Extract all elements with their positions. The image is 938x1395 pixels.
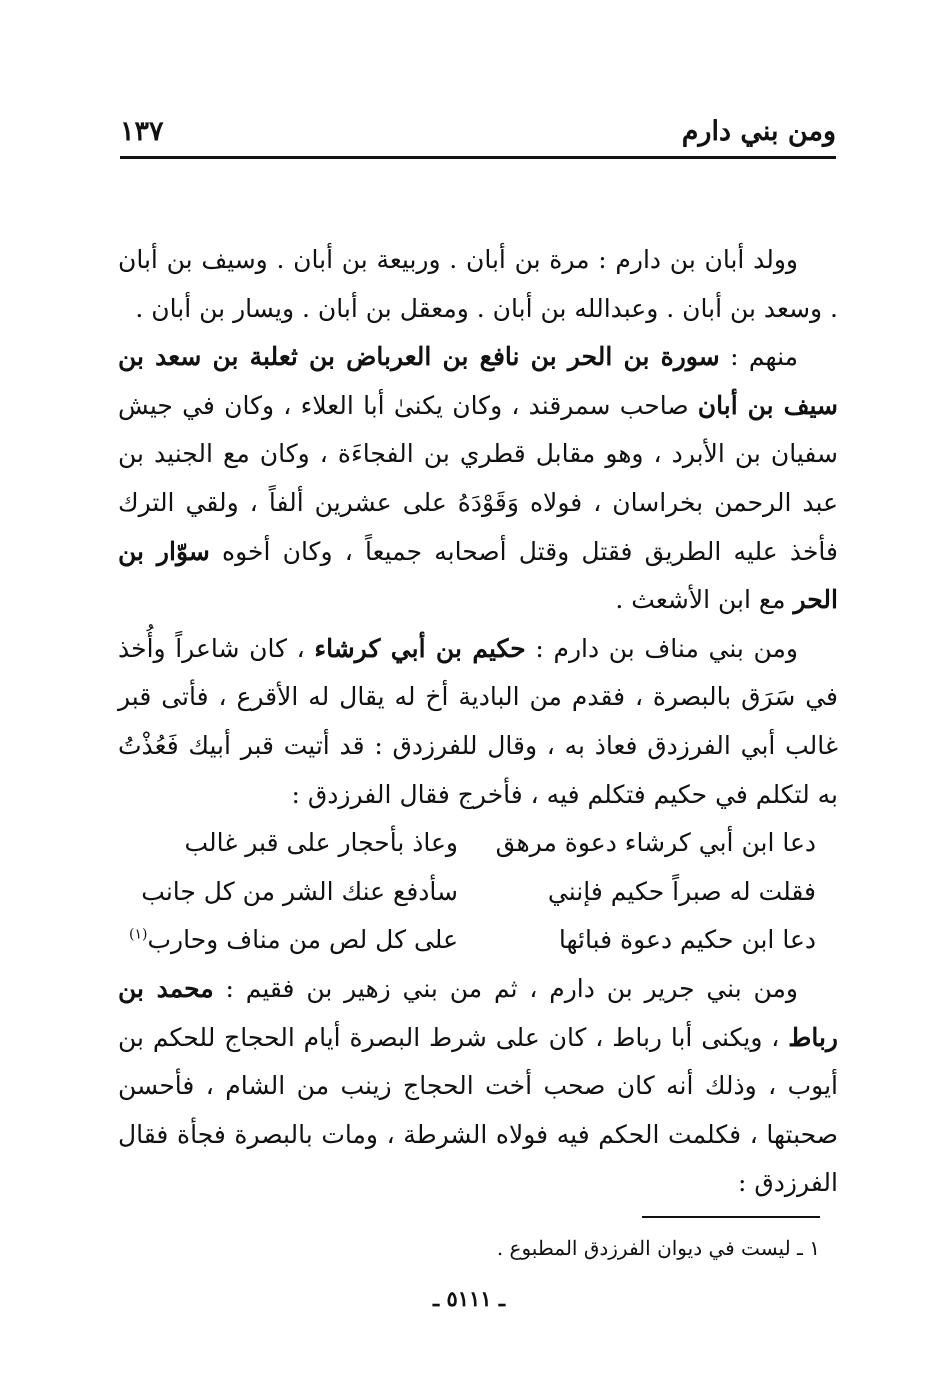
person-name-bold: محمد بن رباط — [118, 973, 838, 1052]
poem-verse — [118, 916, 838, 965]
paragraph-muhammad-ibn-ribat — [118, 965, 838, 1208]
text-segment: ومن بني مناف بن دارم : — [525, 633, 798, 663]
running-head — [120, 112, 836, 156]
text-segment: ، ويكنى أبا رباط ، كان على شرط البصرة أيام الحجاج للحكم بن أيوب ، وذلك أنه كان صحب أخت الحجاج زينب من الشام ، فأحسن صحبتها ، فكلمت الحكم فيه فولاه الشرطة ، ومات بالبصرة فجأة فقال الفرزدق : — [118, 1022, 838, 1198]
text-segment: منهم : — [719, 342, 799, 372]
poem-first-hemistich: دعا ابن أبي كرشاء دعوة مرهق — [495, 828, 816, 858]
paragraph-hakim — [118, 625, 838, 819]
hemistich-text: على كل لص من مناف وحارب — [147, 925, 458, 955]
footnote-reference[interactable]: (١) — [129, 926, 148, 943]
paragraph-sawra — [118, 333, 838, 625]
poem-second-hemistich — [118, 819, 488, 868]
folio-number: ـ ٥١١١ ـ — [432, 1286, 506, 1311]
text-segment: مع ابن الأشعث . — [615, 585, 794, 615]
text-segment: ومن بني جرير بن دارم ، ثم من بني زهير بن فقيم : — [213, 973, 798, 1003]
poem-second-hemistich — [118, 916, 488, 965]
footnote-rule — [642, 1216, 820, 1218]
poem-first-hemistich: فقلت له صبراً حكيم فإنني — [547, 876, 816, 906]
person-name-bold: حكيم بن أبي كرشاء — [314, 633, 526, 663]
poem-second-hemistich — [118, 868, 488, 917]
text-segment: وولد أبان بن دارم : مرة بن أبان . وربيعة بن أبان . وسيف بن أبان . وسعد بن أبان . وعبدالله بن أبان . ومعقل بن أبان . ويسار بن أبان . — [118, 245, 838, 323]
text-segment: ، كان شاعراً وأُخذ في سَرَق بالبصرة ، فقدم من البادية أخ له يقال له الأقرع ، فأتى قبر غالب أبي الفرزدق فعاذ به ، وقال للفرزدق : قد أتيت قبر أبيك فَعُذْتُ به لتكلم في حكيم فتكلم فيه ، فأخرج فقال الفرزدق : — [118, 633, 838, 809]
footnote: ١ ـ ليست في ديوان الفرزدق المطبوع . — [496, 1236, 820, 1260]
main-text — [118, 236, 838, 1208]
hemistich-text: وعاذ بأحجار على قبر غالب — [184, 828, 458, 858]
hemistich-text: سأدفع عنك الشر من كل جانب — [141, 876, 458, 906]
poem-verse — [118, 819, 838, 868]
poem-first-hemistich: دعا ابن حكيم دعوة فبائها — [558, 925, 816, 955]
person-name-bold: سوّار بن الحر — [118, 536, 838, 615]
poem — [118, 819, 838, 965]
running-head-title: ومن بني دارم — [681, 116, 836, 147]
poem-verse — [118, 868, 838, 917]
paragraph-aban-sons — [118, 236, 838, 333]
header-rule — [120, 156, 836, 159]
text-segment: صاحب سمرقند ، وكان يكنىٰ أبا العلاء ، وكان في جيش سفيان بن الأبرد ، وهو مقابل قطري بن الفجاءَة ، وكان مع الجنيد بن عبد الرحمن بخراسان ، فولاه وَقَوْدَهُ على عشرين ألفاً ، ولقي الترك فأخذ عليه الطريق فقتل وقتل أصحابه جميعاً ، وكان أخوه — [118, 390, 838, 566]
person-name-bold: سورة بن الحر بن نافع بن العرباض بن ثعلبة بن سعد بن سيف بن أبان — [118, 342, 838, 420]
page-number: ١٣٧ — [120, 116, 164, 147]
